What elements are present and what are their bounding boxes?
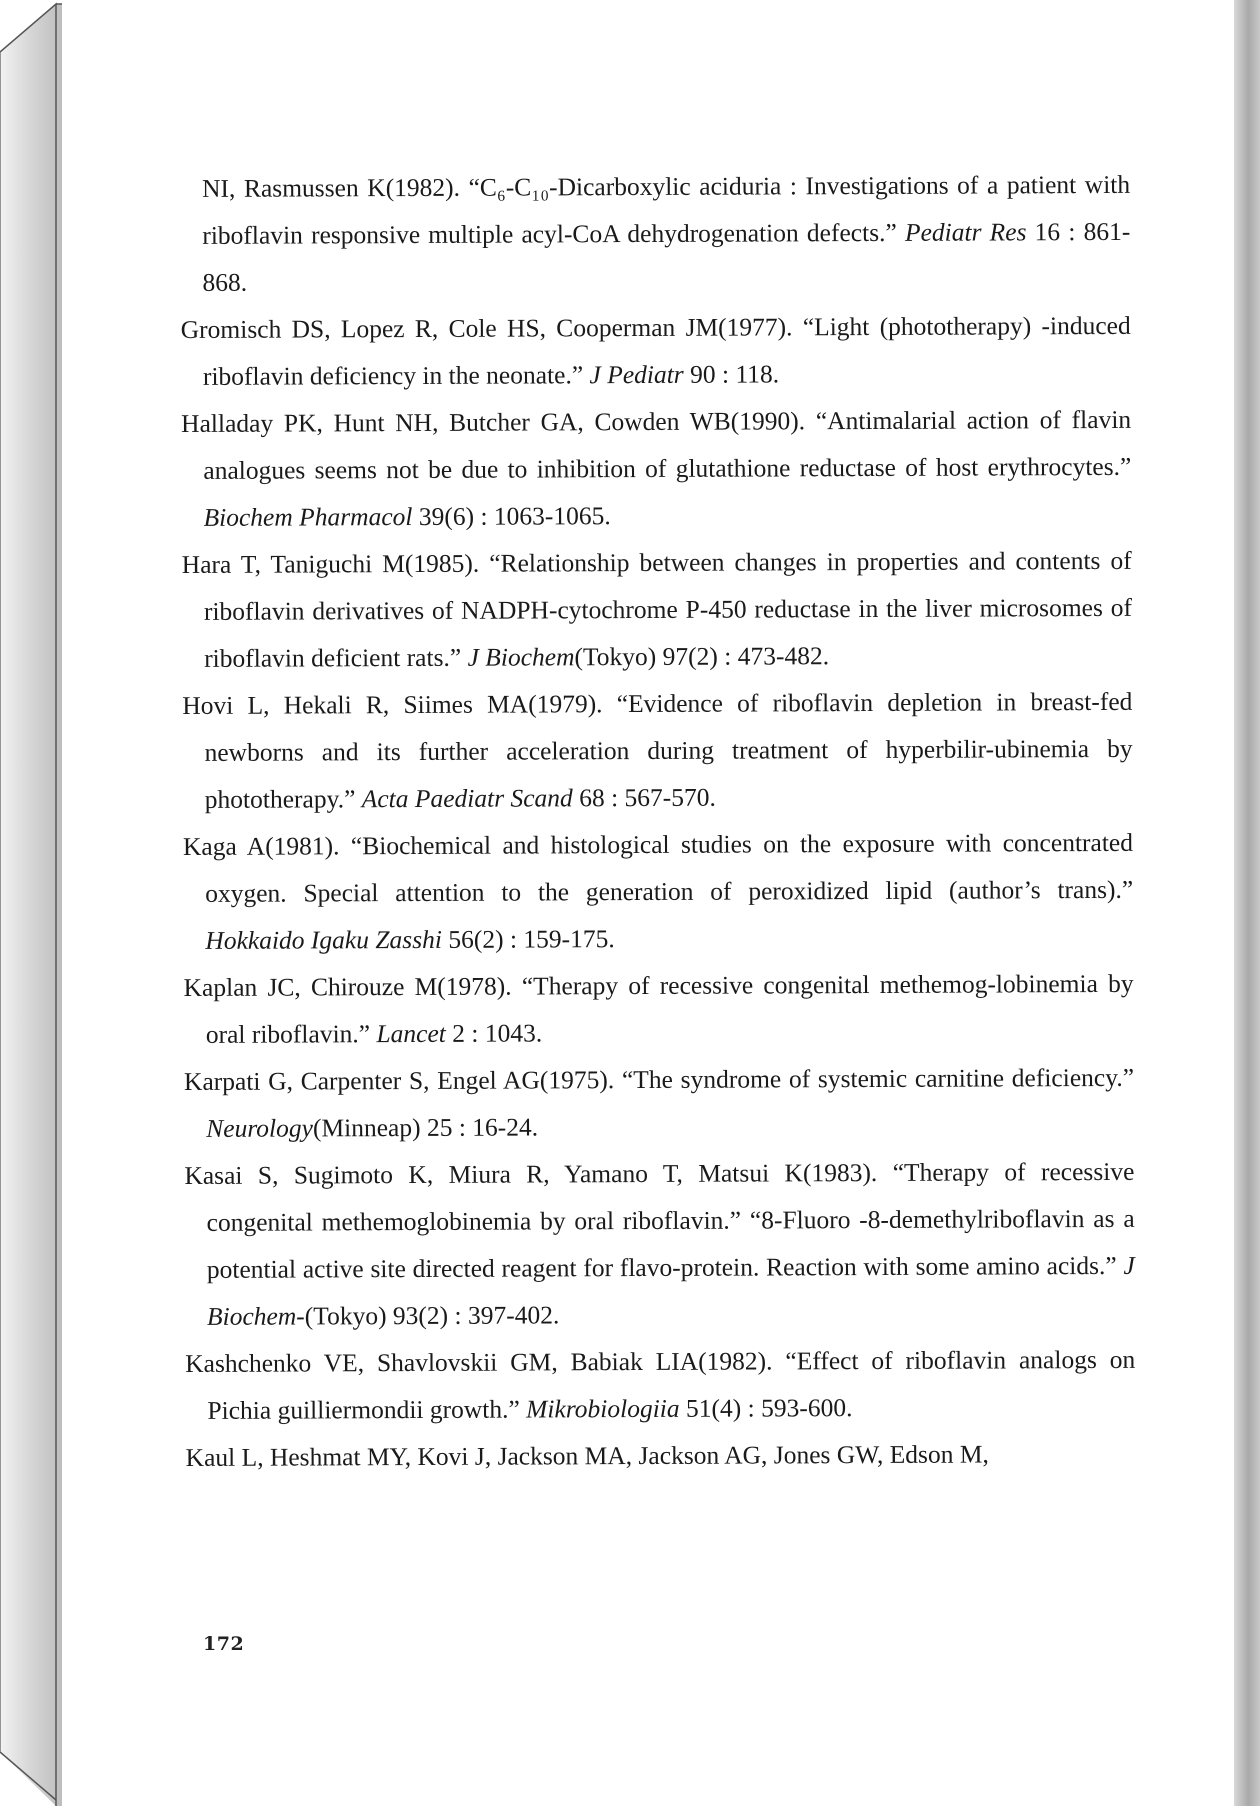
reference-journal: Neurology xyxy=(206,1113,313,1143)
reference-item xyxy=(184,1054,1134,1152)
reference-text: Hara T, Taniguchi M(1985). “Relationship between changes in properties and contents of riboflavin derivatives of NADPH-cytochrome P-450 reductase in the liver microsomes of riboflavin deficient rats.” xyxy=(181,545,1133,673)
reference-journal: Hokkaido Igaku Zasshi xyxy=(205,924,443,955)
reference-volume-pages: 68 : 567-570. xyxy=(579,782,716,813)
reference-journal: Mikrobiologiia xyxy=(526,1393,680,1424)
reference-item xyxy=(180,161,1131,306)
reference-journal: Acta Paediatr Scand xyxy=(361,783,573,814)
reference-text: Hovi L, Hekali R, Siimes MA(1979). “Evidence of riboflavin depletion in breast-fed newborns and its further acceleration during treatment of hyperbilir-ubinemia by phototherapy.” xyxy=(182,686,1133,814)
reference-text: Kashchenko VE, Shavlovskii GM, Babiak LIA(1982). “Effect of riboflavin analogs on Pichia guilliermondii growth.” xyxy=(185,1344,1136,1425)
reference-journal: Biochem Pharmacol xyxy=(203,501,413,532)
reference-text: Kaul L, Heshmat MY, Kovi J, Jackson MA, Jackson AG, Jones GW, Edson M, xyxy=(185,1439,989,1472)
reference-volume-pages: 39(6) : 1063-1065. xyxy=(418,501,611,531)
reference-volume-pages: 2 : 1043. xyxy=(452,1018,543,1048)
reference-volume-pages: (Tokyo) 93(2) : 397-402. xyxy=(304,1300,560,1331)
reference-text: Kasai S, Sugimoto K, Miura R, Yamano T, Matsui K(1983). “Therapy of recessive congenital methemoglobinemia by oral riboflavin.” “8-Fluoro -8-demethylriboflavin as a potential active site directed reagent for flavo-protein. Reaction with some amino acids.” xyxy=(184,1156,1135,1284)
reference-item xyxy=(186,1430,1136,1481)
reference-text: Halladay PK, Hunt NH, Butcher GA, Cowden WB(1990). “Antimalarial action of flavin analogues seems not be due to inhibition of glutathione reductase of host erythrocytes.” xyxy=(181,404,1132,485)
reference-item xyxy=(183,819,1134,964)
reference-volume-pages: 90 : 118. xyxy=(690,359,780,389)
reference-volume-pages: 56(2) : 159-175. xyxy=(448,924,615,954)
reference-item xyxy=(183,960,1133,1058)
reference-journal: Pediatr Res xyxy=(904,217,1027,247)
reference-volume-pages: 51(4) : 593-600. xyxy=(685,1393,853,1423)
reference-item xyxy=(181,302,1131,400)
reference-journal: J Pediatr xyxy=(589,359,684,390)
reference-text: Kaga A(1981). “Biochemical and histological studies on the exposure with concentrated oxygen. Special attention to the generation of peroxidized lipid (author’s trans).” xyxy=(182,827,1134,908)
reference-item xyxy=(184,1148,1135,1340)
reference-text: Gromisch DS, Lopez R, Cole HS, Cooperman JM(1977). “Light (phototherapy) -induced riboflavin deficiency in the neonate.” xyxy=(180,310,1131,391)
reference-volume-pages: (Minneap) 25 : 16-24. xyxy=(312,1112,539,1143)
reference-text: Kaplan JC, Chirouze M(1978). “Therapy of recessive congenital methemog-lobinemia by oral riboflavin.” xyxy=(183,968,1134,1049)
reference-list xyxy=(180,161,1136,1481)
reference-item xyxy=(181,396,1132,541)
reference-journal: J Biochem xyxy=(467,642,575,672)
reference-item xyxy=(185,1336,1135,1434)
page-number: 172 xyxy=(203,1633,245,1655)
reference-volume-pages: (Tokyo) 97(2) : 473-482. xyxy=(574,641,830,672)
reference-text: NI, Rasmussen K(1982). “C₆-C₁₀-Dicarboxylic aciduria : Investigations of a patient with riboflavin responsive multiple acyl-CoA dehydrogenation defects.” xyxy=(202,169,1131,250)
reference-item xyxy=(182,678,1133,823)
book-spine xyxy=(0,0,62,1806)
reference-volume-pages: 16 : 861-868. xyxy=(202,216,1131,297)
reference-journal: Lancet xyxy=(376,1018,446,1049)
reference-journal: J Biochem- xyxy=(206,1250,1135,1331)
page-edge-shadow xyxy=(1234,0,1260,1806)
reference-item xyxy=(182,537,1133,682)
reference-text: Karpati G, Carpenter S, Engel AG(1975). “The syndrome of systemic carnitine deficiency.” xyxy=(183,1062,1135,1096)
